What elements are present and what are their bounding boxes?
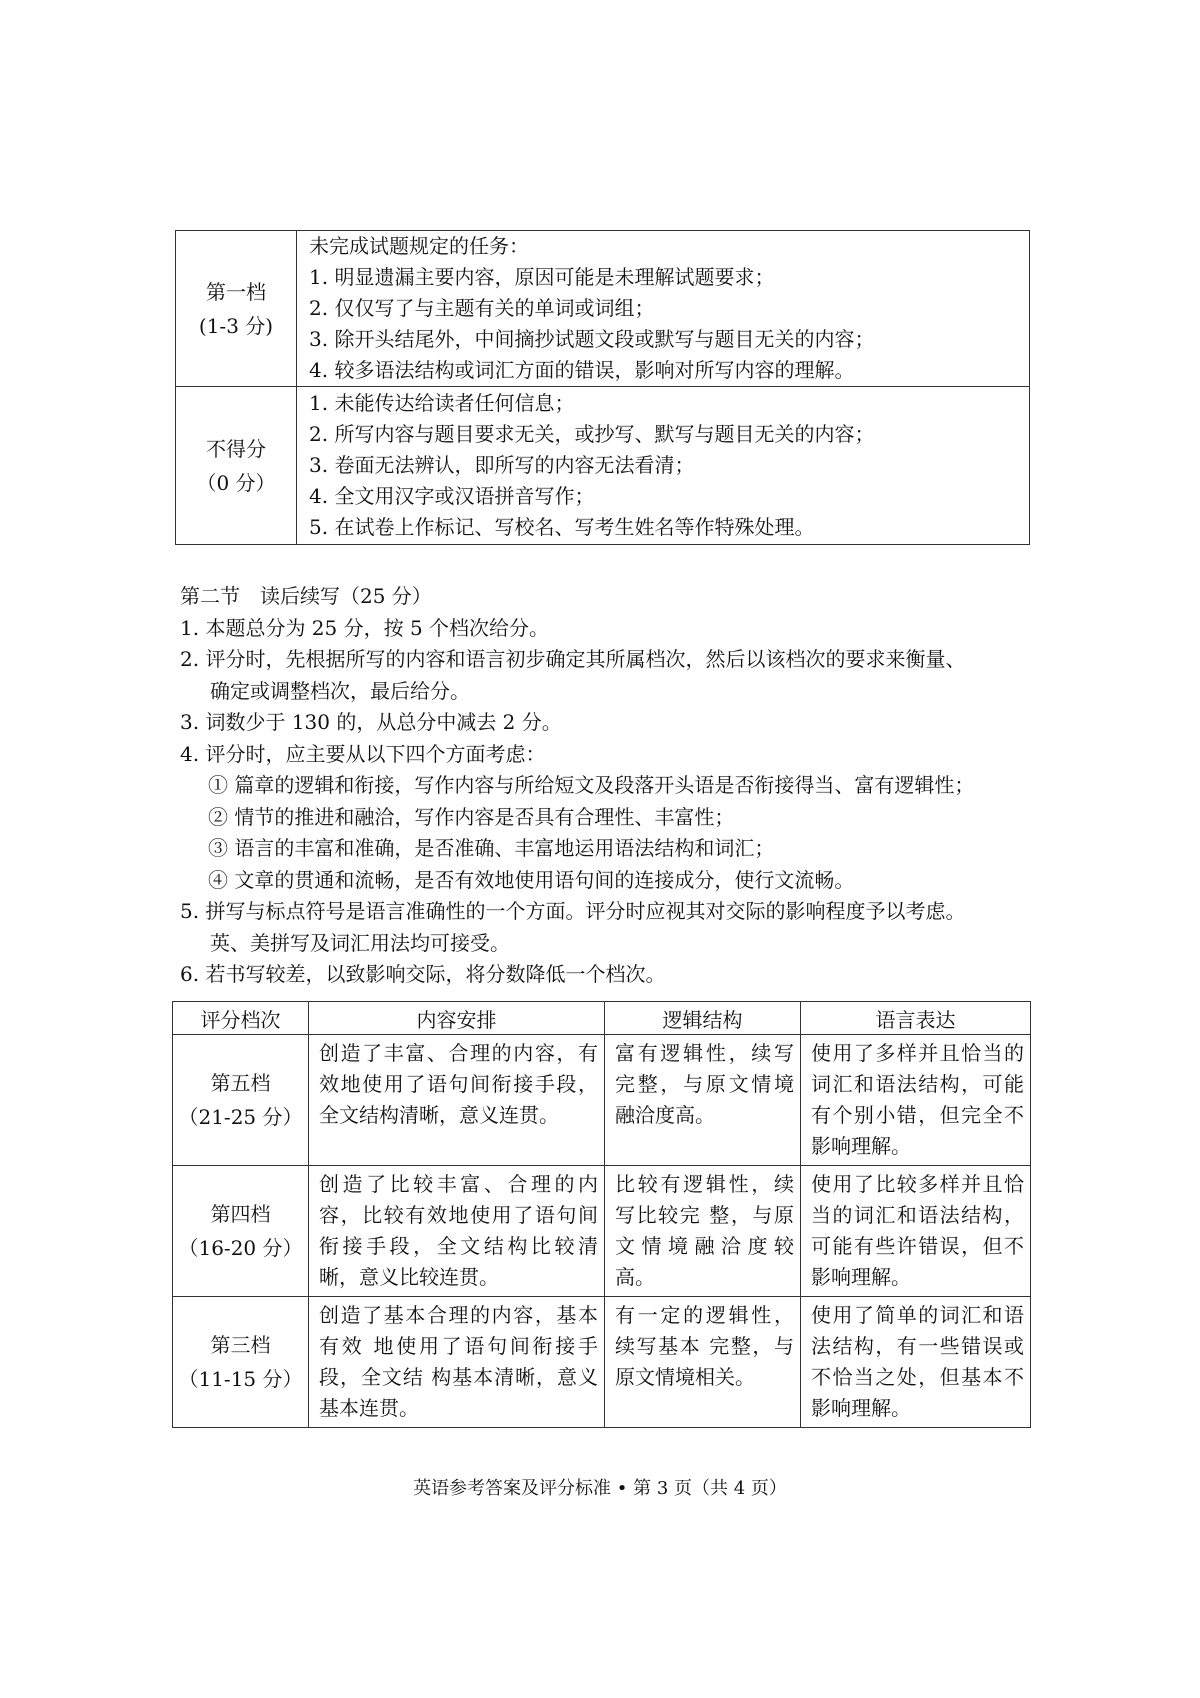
rule-item: 2. 评分时，先根据所写的内容和语言初步确定其所属档次，然后以该档次的要求来衡量、 (180, 647, 966, 671)
description-line: 1. 明显遗漏主要内容，原因可能是未理解试题要求； (309, 265, 775, 289)
logic-cell: 有一定的逻辑性，续写基本 完整，与原文情境相关。 (605, 1297, 801, 1428)
section-heading: 第二节 读后续写（25 分） (180, 584, 432, 608)
page-footer: 英语参考答案及评分标准 • 第 3 页（共 4 页） (413, 1478, 787, 1499)
grade-name: 第五档 (210, 1071, 271, 1095)
rule-item: 5. 拼写与标点符号是语言准确性的一个方面。评分时应视其对交际的影响程度予以考虑。 (180, 899, 966, 923)
description-line: 2. 所写内容与题目要求无关，或抄写、默写与题目无关的内容； (309, 422, 875, 446)
rule-item: 1. 本题总分为 25 分，按 5 个档次给分。 (180, 615, 550, 640)
grade-score: （16-20 分） (178, 1236, 303, 1260)
grade-score: (1-3 分) (198, 313, 274, 338)
description-line: 2. 仅仅写了与主题有关的单词或词组； (309, 296, 655, 320)
content-cell: 创造了基本合理的内容，基本有效 地使用了语句间衔接手段，全文结 构基本清晰，意义基本连贯。 (309, 1297, 605, 1428)
grade-name: 第三档 (210, 1333, 271, 1357)
grade-cell (173, 1035, 309, 1166)
rule-subitem: ④ 文章的贯通和流畅，是否有效地使用语句间的连接成分，使行文流畅。 (208, 867, 855, 892)
column-header: 语言表达 (801, 1002, 1031, 1035)
content-cell: 创造了比较丰富、合理的内容，比较有效地使用了语句间衔接手段，全文结构比较清晰，意义比较连贯。 (309, 1166, 605, 1297)
rule-item-continuation: 英、美拼写及词汇用法均可接受。 (210, 930, 510, 955)
rule-subitem: ② 情节的推进和融洽，写作内容是否具有合理性、丰富性； (208, 804, 735, 829)
rule-item: 3. 词数少于 130 的，从总分中减去 2 分。 (180, 710, 562, 734)
grade-cell (173, 1166, 309, 1297)
grade-name: 第一档 (206, 279, 266, 304)
description-line: 3. 除开头结尾外，中间摘抄试题文段或默写与题目无关的内容； (309, 327, 875, 351)
description-line: 3. 卷面无法辨认，即所写的内容无法看清； (309, 453, 695, 477)
description-cell (297, 387, 1030, 545)
description-line: 5. 在试卷上作标记、写校名、写考生姓名等作特殊处理。 (309, 515, 815, 539)
rule-subitem: ③ 语言的丰富和准确，是否准确、丰富地运用语法结构和词汇； (208, 836, 775, 860)
table-header-row (173, 1002, 1031, 1035)
logic-cell: 富有逻辑性，续写完整，与原文情境融洽度高。 (605, 1035, 801, 1166)
rule-item: 4. 评分时，应主要从以下四个方面考虑： (180, 741, 546, 766)
language-cell: 使用了简单的词汇和语法结构，有一些错误或不恰当之处，但基本不影响理解。 (801, 1297, 1031, 1428)
table-row (173, 1035, 1031, 1166)
description-cell (297, 231, 1030, 387)
section-two (180, 581, 1060, 991)
description-line: 4. 较多语法结构或词汇方面的错误，影响对所写内容的理解。 (309, 358, 855, 382)
grade-cell (173, 1297, 309, 1428)
grade-cell (176, 231, 297, 387)
table-row (173, 1297, 1031, 1428)
grading-table-low-tiers (175, 230, 1030, 545)
table-row (173, 1166, 1031, 1297)
continuation-writing-grading-table (172, 1001, 1031, 1428)
language-cell: 使用了比较多样并且恰当的词汇和语法结构，可能有些许错误，但不影响理解。 (801, 1166, 1031, 1297)
column-header: 内容安排 (309, 1002, 605, 1035)
grade-name: 不得分 (206, 436, 266, 461)
rule-subitem: ① 篇章的逻辑和衔接，写作内容与所给短文及段落开头语是否衔接得当、富有逻辑性； (208, 773, 975, 797)
column-header: 逻辑结构 (605, 1002, 801, 1035)
rule-item: 6. 若书写较差，以致影响交际，将分数降低一个档次。 (180, 962, 666, 986)
description-line: 1. 未能传达给读者任何信息； (309, 391, 575, 415)
grade-name: 第四档 (210, 1202, 271, 1226)
rule-item-continuation: 确定或调整档次，最后给分。 (210, 678, 470, 703)
grade-score: （21-25 分） (178, 1105, 303, 1129)
logic-cell: 比较有逻辑性，续写比较完 整，与原文情境融洽度较高。 (605, 1166, 801, 1297)
grade-score: （11-15 分） (178, 1367, 303, 1391)
column-header: 评分档次 (173, 1002, 309, 1035)
language-cell: 使用了多样并且恰当的词汇和语法结构，可能有个别小错，但完全不影响理解。 (801, 1035, 1031, 1166)
grade-cell (176, 387, 297, 545)
content-cell: 创造了丰富、合理的内容，有效地使用了语句间衔接手段，全文结构清晰，意义连贯。 (309, 1035, 605, 1166)
description-line: 未完成试题规定的任务： (309, 234, 529, 258)
grade-score: （0 分） (196, 470, 276, 495)
table-row (176, 231, 1030, 387)
table-row (176, 387, 1030, 545)
description-line: 4. 全文用汉字或汉语拼音写作； (309, 484, 595, 508)
